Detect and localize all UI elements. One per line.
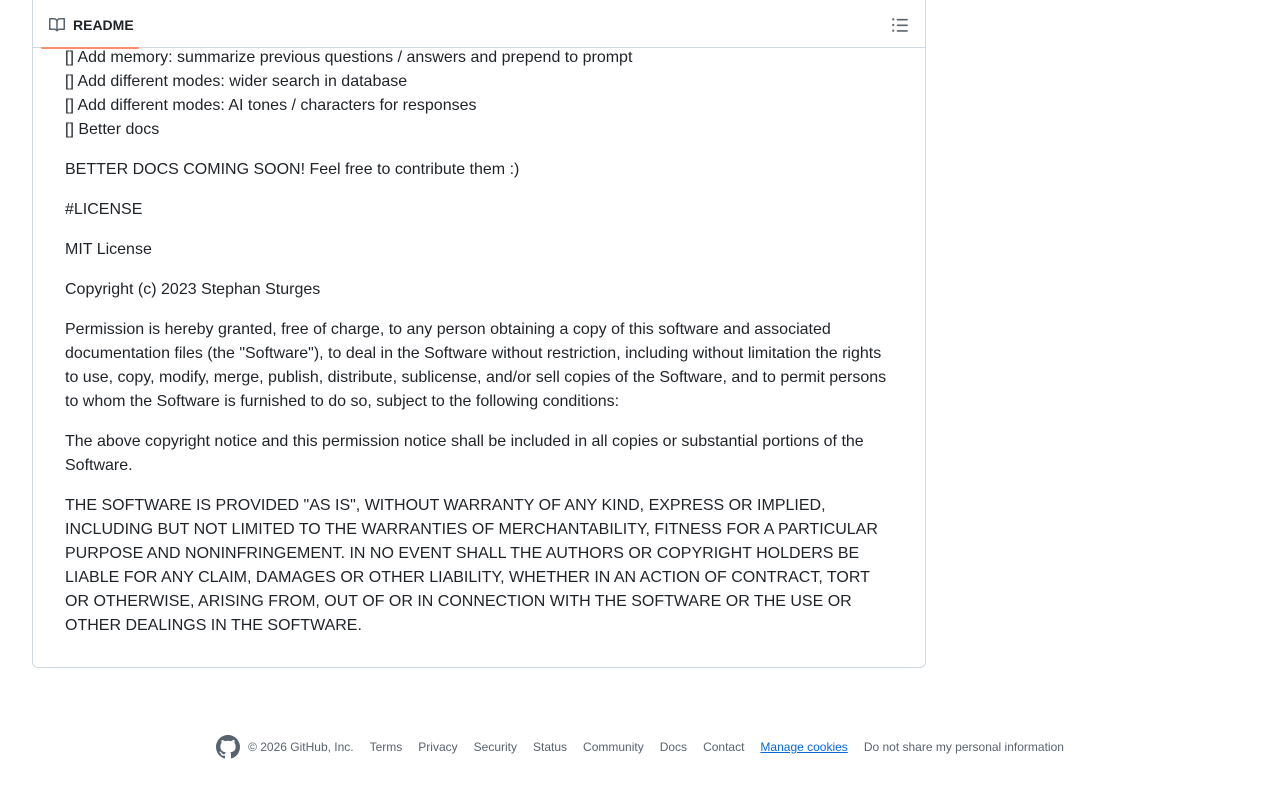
- readme-header: [33, 0, 925, 48]
- footer-link-docs[interactable]: Docs: [659, 740, 688, 754]
- tab-readme-label: README: [73, 17, 134, 33]
- footer-link-status[interactable]: Status: [533, 740, 568, 754]
- readme-content: [65, 46, 897, 654]
- list-unordered-icon[interactable]: [891, 16, 909, 34]
- footer-link-contact[interactable]: Contact: [703, 740, 745, 754]
- license-notice: The above copyright notice and this permission notice shall be included in all copies or substantial portions of the Software.: [65, 433, 864, 474]
- copyright-line: Copyright (c) 2023 Stephan Sturges: [65, 281, 321, 298]
- footer-link-security[interactable]: Security: [473, 740, 517, 754]
- license-warranty: THE SOFTWARE IS PROVIDED "AS IS", WITHOUT WARRANTY OF ANY KIND, EXPRESS OR IMPLIED, INCLUDING BUT NOT LIMITED TO THE WARRANTIES OF MERCHANTABILITY, FITNESS FOR A PARTICULAR PURPOSE AND NONINFRINGEMENT. IN NO EVENT SHALL THE AUTHORS OR COPYRIGHT HOLDERS BE LIABLE FOR ANY CLAIM, DAMAGES OR OTHER LIABILITY, WHETHER IN AN ACTION OF CONTRACT, TORT OR OTHERWISE, ARISING FROM, OUT OF OR IN CONNECTION WITH THE SOFTWARE OR THE USE OR OTHER DEALINGS IN THE SOFTWARE.: [65, 497, 878, 634]
- license-heading: #LICENSE: [65, 201, 143, 218]
- footer-link-privacy[interactable]: Privacy: [418, 740, 458, 754]
- footer-link-community[interactable]: Community: [583, 740, 644, 754]
- license-permission: Permission is hereby granted, free of charge, to any person obtaining a copy of this software and associated documentation files (the "Software"), to deal in the Software without restriction, including without limitation the rights to use, copy, modify, merge, publish, distribute, sublicense, and/or sell copies of the Software, and to permit persons to whom the Software is furnished to do so, subject to the following conditions:: [65, 321, 887, 410]
- book-icon: [49, 17, 65, 33]
- readme-panel: [32, 0, 926, 668]
- license-name: MIT License: [65, 241, 152, 258]
- task-item: [] Add different modes: AI tones / characters for responses: [65, 97, 477, 114]
- tab-readme[interactable]: [41, 0, 139, 48]
- task-item: [] Add different modes: wider search in database: [65, 73, 408, 90]
- github-logo-icon[interactable]: [216, 735, 240, 759]
- task-item: [] Add memory: summarize previous questions / answers and prepend to prompt: [65, 49, 633, 66]
- manage-cookies-button[interactable]: Manage cookies: [760, 740, 848, 754]
- footer-link-terms[interactable]: Terms: [369, 740, 403, 754]
- docs-notice: BETTER DOCS COMING SOON! Feel free to contribute them :): [65, 161, 520, 178]
- footer-link-do-not-share[interactable]: Do not share my personal information: [863, 740, 1064, 754]
- task-item: [] Better docs: [65, 121, 160, 138]
- page-footer: [0, 733, 1280, 761]
- footer-copyright: © 2026 GitHub, Inc.: [248, 740, 354, 754]
